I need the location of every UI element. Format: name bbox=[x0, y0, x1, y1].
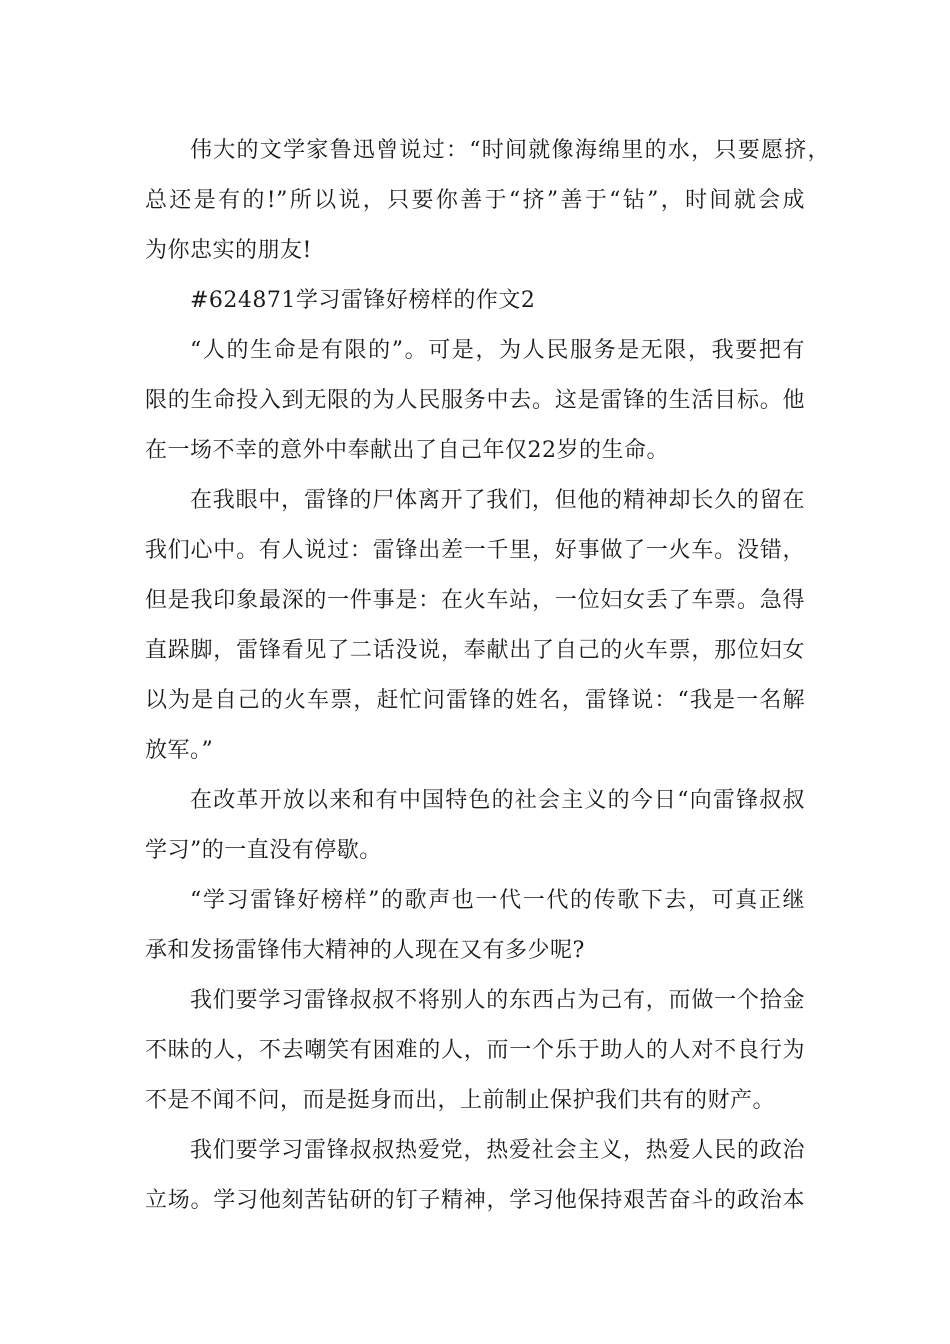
text-line bbox=[0, 236, 950, 266]
line-text: 我们要学习雷锋叔叔热爱党，热爱社会主义，热爱人民的政治 bbox=[190, 1138, 805, 1163]
line-text: 放军。” bbox=[145, 738, 214, 763]
line-text: 在我眼中，雷锋的尸体离开了我们，但他的精神却长久的留在 bbox=[190, 488, 805, 513]
text-line bbox=[0, 886, 950, 916]
line-text: 以为是自己的火车票，赶忙问雷锋的姓名，雷锋说：“我是一名解 bbox=[145, 688, 805, 713]
line-text: 总还是有的!”所以说，只要你善于“挤”善于“钻”，时间就会成 bbox=[145, 188, 805, 213]
text-line bbox=[0, 586, 950, 616]
line-text: 为你忠实的朋友! bbox=[145, 238, 312, 263]
line-text: 在一场不幸的意外中奉献出了自己年仅22岁的生命。 bbox=[145, 438, 669, 463]
line-text: “人的生命是有限的”。可是，为人民服务是无限，我要把有 bbox=[190, 338, 805, 363]
line-text: 我们要学习雷锋叔叔不将别人的东西占为己有，而做一个拾金 bbox=[190, 988, 805, 1013]
text-line bbox=[0, 136, 950, 166]
line-text: 在改革开放以来和有中国特色的社会主义的今日“向雷锋叔叔 bbox=[190, 788, 805, 813]
line-text: “学习雷锋好榜样”的歌声也一代一代的传歌下去，可真正继 bbox=[190, 888, 805, 913]
text-line bbox=[0, 486, 950, 516]
line-text: 不是不闻不问，而是挺身而出，上前制止保护我们共有的财产。 bbox=[145, 1088, 776, 1113]
line-text: 承和发扬雷锋伟大精神的人现在又有多少呢? bbox=[145, 938, 585, 963]
text-line bbox=[0, 686, 950, 716]
line-text: 直跺脚，雷锋看见了二话没说，奉献出了自己的火车票，那位妇女 bbox=[145, 638, 805, 663]
text-line bbox=[0, 186, 950, 216]
text-line bbox=[0, 1086, 950, 1116]
text-line bbox=[0, 636, 950, 666]
line-text: 学习”的一直没有停歇。 bbox=[145, 838, 382, 863]
line-text: 限的生命投入到无限的为人民服务中去。这是雷锋的生活目标。他 bbox=[145, 388, 805, 413]
text-line bbox=[0, 936, 950, 966]
text-line bbox=[0, 736, 950, 766]
line-text: 立场。学习他刻苦钻研的钉子精神，学习他保持艰苦奋斗的政治本 bbox=[145, 1188, 805, 1213]
text-line bbox=[0, 336, 950, 366]
text-line bbox=[0, 536, 950, 566]
text-line bbox=[0, 386, 950, 416]
line-text: 但是我印象最深的一件事是：在火车站，一位妇女丢了车票。急得 bbox=[145, 588, 805, 613]
line-text: 伟大的文学家鲁迅曾说过：“时间就像海绵里的水，只要愿挤， bbox=[190, 138, 830, 163]
text-line bbox=[0, 436, 950, 466]
text-line bbox=[0, 986, 950, 1016]
text-line bbox=[0, 1186, 950, 1216]
text-line bbox=[0, 786, 950, 816]
heading-text: #624871学习雷锋好榜样的作文2 bbox=[190, 288, 536, 313]
section-heading bbox=[0, 286, 950, 316]
text-line bbox=[0, 836, 950, 866]
text-line bbox=[0, 1036, 950, 1066]
text-line bbox=[0, 1136, 950, 1166]
line-text: 我们心中。有人说过：雷锋出差一千里，好事做了一火车。没错， bbox=[145, 538, 805, 563]
line-text: 不昧的人，不去嘲笑有困难的人，而一个乐于助人的人对不良行为 bbox=[145, 1038, 805, 1063]
